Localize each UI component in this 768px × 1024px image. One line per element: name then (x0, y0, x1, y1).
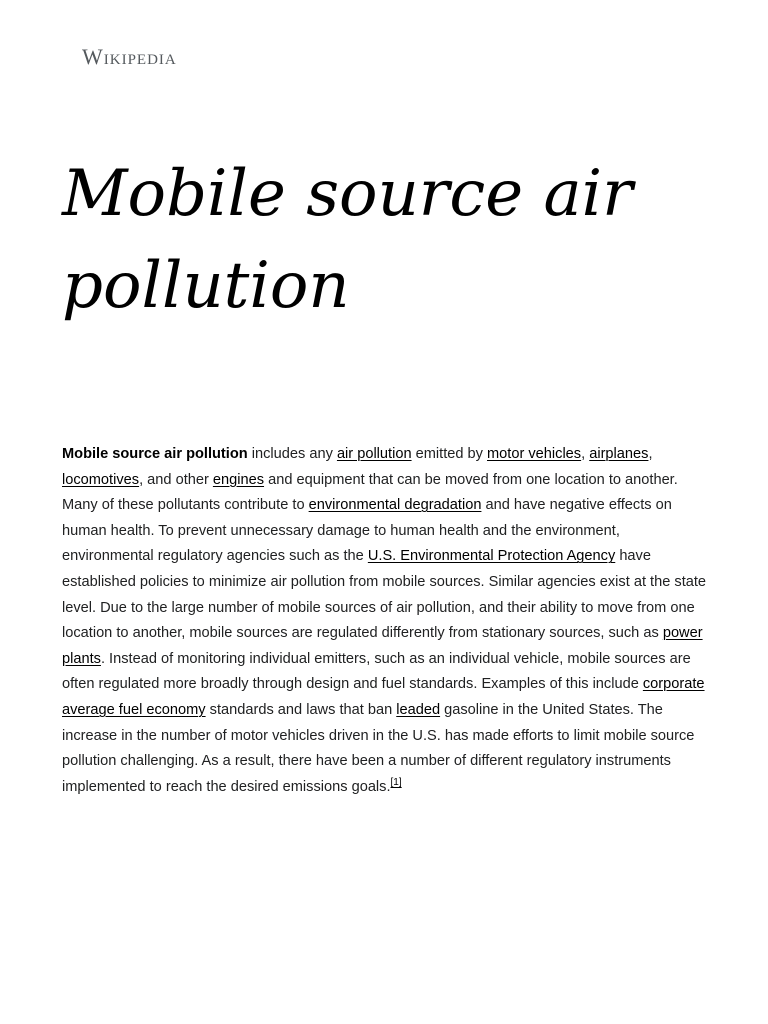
body-text: and have negative effects on human health. To prevent unnecessary damage to human health and the environment, environmental regulatory agencies such as the (62, 497, 672, 565)
article-subject: Mobile source air pollution (62, 446, 248, 462)
body-text: have established policies to minimize air pollution from mobile sources. Similar agencies exist at the state level. Due to the large number of mobile sources of air pollution, and their ability to move from one location to another, mobile sources are regulated differently from stationary sources, such as (62, 548, 707, 642)
body-text: includes any (247, 446, 337, 462)
link-engines[interactable]: engines (212, 471, 265, 488)
link-locomotives[interactable]: locomotives (62, 471, 140, 488)
body-text: , (648, 446, 653, 462)
article-lead-paragraph (62, 442, 710, 800)
link-epa[interactable]: U.S. Environmental Protection Agency (367, 548, 616, 565)
link-airplanes[interactable]: airplanes (589, 446, 649, 462)
link-power-plants[interactable]: power plants (62, 625, 703, 667)
page-title: Mobile source air pollution (62, 157, 633, 323)
body-text: emitted by (411, 446, 488, 462)
link-leaded[interactable]: leaded (396, 701, 441, 718)
citation-link-1[interactable]: [1] (390, 776, 402, 788)
body-text: and equipment that can be moved from one location to another. Many of these pollutants contribute to (62, 471, 678, 514)
link-motor-vehicles[interactable]: motor vehicles (487, 446, 582, 462)
link-corporate-average-fuel-economy[interactable]: corporate average fuel economy (62, 676, 705, 718)
body-text: . Instead of monitoring individual emitters, such as an individual vehicle, mobile sources are often regulated more broadly through design and fuel standards. Examples of this include (62, 650, 691, 693)
wikipedia-logo[interactable]: Wikipedia (82, 44, 177, 69)
link-air-pollution[interactable]: air pollution (336, 446, 412, 462)
body-text: , (581, 446, 590, 462)
body-text: standards and laws that ban (205, 701, 397, 718)
body-text: gasoline in the United States. The increase in the number of motor vehicles driven in the U.S. has made efforts to limit mobile source pollution challenging. As a result, there have been a number of different regulatory instruments implemented to reach the desired emissions goals. (62, 701, 695, 795)
body-text: , and other (139, 471, 213, 488)
link-environmental-degradation[interactable]: environmental degradation (308, 497, 482, 514)
citation-reference (391, 777, 402, 788)
